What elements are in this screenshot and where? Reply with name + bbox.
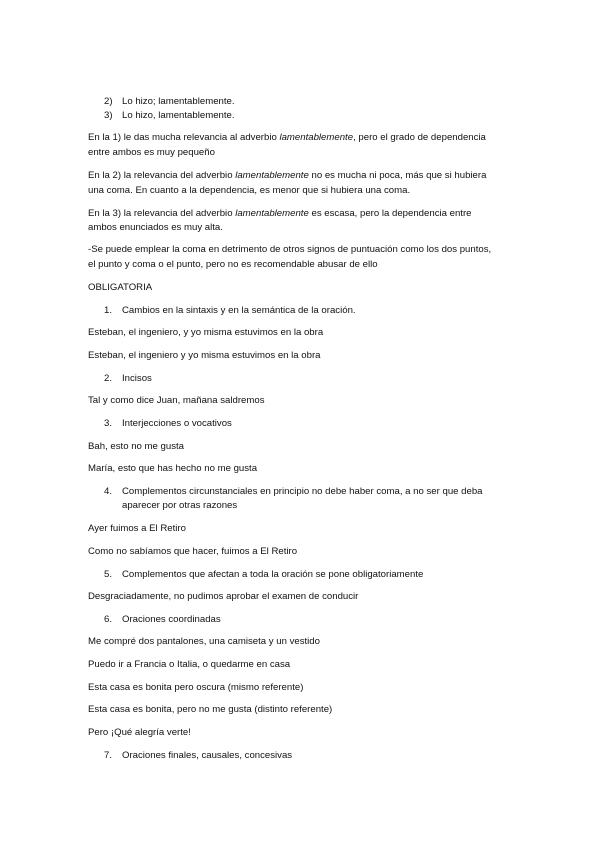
list-number: 2. bbox=[104, 373, 113, 384]
paragraph-1-line-2: entre ambos es muy pequeño bbox=[88, 147, 215, 158]
example-line: Esta casa es bonita pero oscura (mismo referente) bbox=[88, 682, 304, 693]
list-item: Incisos bbox=[122, 373, 152, 384]
list-number: 2) bbox=[104, 96, 113, 107]
list-number: 5. bbox=[104, 569, 113, 580]
list-item: Oraciones coordinadas bbox=[122, 614, 221, 625]
example-line: Ayer fuimos a El Retiro bbox=[88, 523, 186, 534]
list-number: 4. bbox=[104, 486, 113, 497]
example-line: Puedo ir a Francia o Italia, o quedarme en casa bbox=[88, 659, 291, 670]
list-item: Lo hizo; lamentablemente. bbox=[122, 96, 235, 107]
paragraph-2-line-2: una coma. En cuanto a la dependencia, es menor que si hubiera una coma. bbox=[88, 185, 411, 196]
example-line: María, esto que has hecho no me gusta bbox=[88, 463, 258, 474]
list-item: Complementos circunstanciales en principio no debe haber coma, a no ser que deba bbox=[122, 486, 483, 497]
example-line: Esteban, el ingeniero, y yo misma estuvimos en la obra bbox=[88, 327, 324, 338]
list-number: 3) bbox=[104, 110, 113, 121]
example-line: Como no sabíamos que hacer, fuimos a El Retiro bbox=[88, 546, 298, 557]
example-line: Me compré dos pantalones, una camiseta y un vestido bbox=[88, 636, 320, 647]
example-line: Tal y como dice Juan, mañana saldremos bbox=[88, 395, 265, 406]
example-line: Esta casa es bonita, pero no me gusta (distinto referente) bbox=[88, 704, 333, 715]
list-item: Oraciones finales, causales, concesivas bbox=[122, 750, 293, 761]
section-heading: OBLIGATORIA bbox=[88, 282, 153, 293]
list-item: Complementos que afectan a toda la oración se pone obligatoriamente bbox=[122, 569, 424, 580]
list-item-continuation: aparecer por otras razones bbox=[122, 500, 238, 511]
paragraph-3-line-1: En la 3) la relevancia del adverbio lamentablemente es escasa, pero la dependencia entre bbox=[88, 208, 472, 219]
paragraph-4-line-1: -Se puede emplear la coma en detrimento de otros signos de puntuación como los dos puntos, bbox=[88, 244, 492, 255]
list-item: Cambios en la sintaxis y en la semántica de la oración. bbox=[122, 305, 356, 316]
paragraph-2-line-1: En la 2) la relevancia del adverbio lamentablemente no es mucha ni poca, más que si hubiera bbox=[88, 170, 487, 181]
list-number: 6. bbox=[104, 614, 113, 625]
paragraph-1-line-1: En la 1) le das mucha relevancia al adverbio lamentablemente, pero el grado de dependencia bbox=[88, 132, 486, 143]
list-item: Interjecciones o vocativos bbox=[122, 418, 232, 429]
example-line: Bah, esto no me gusta bbox=[88, 441, 184, 452]
paragraph-3-line-2: ambos enunciados es muy alta. bbox=[88, 222, 223, 233]
example-line: Pero ¡Qué alegría verte! bbox=[88, 727, 191, 738]
paragraph-4-line-2: el punto y coma o el punto, pero no es recomendable abusar de ello bbox=[88, 259, 378, 270]
example-line: Desgraciadamente, no pudimos aprobar el examen de conducir bbox=[88, 591, 359, 602]
list-number: 7. bbox=[104, 750, 113, 761]
list-number: 3. bbox=[104, 418, 113, 429]
list-item: Lo hizo, lamentablemente. bbox=[122, 110, 235, 121]
list-number: 1. bbox=[104, 305, 113, 316]
example-line: Esteban, el ingeniero y yo misma estuvimos en la obra bbox=[88, 350, 321, 361]
